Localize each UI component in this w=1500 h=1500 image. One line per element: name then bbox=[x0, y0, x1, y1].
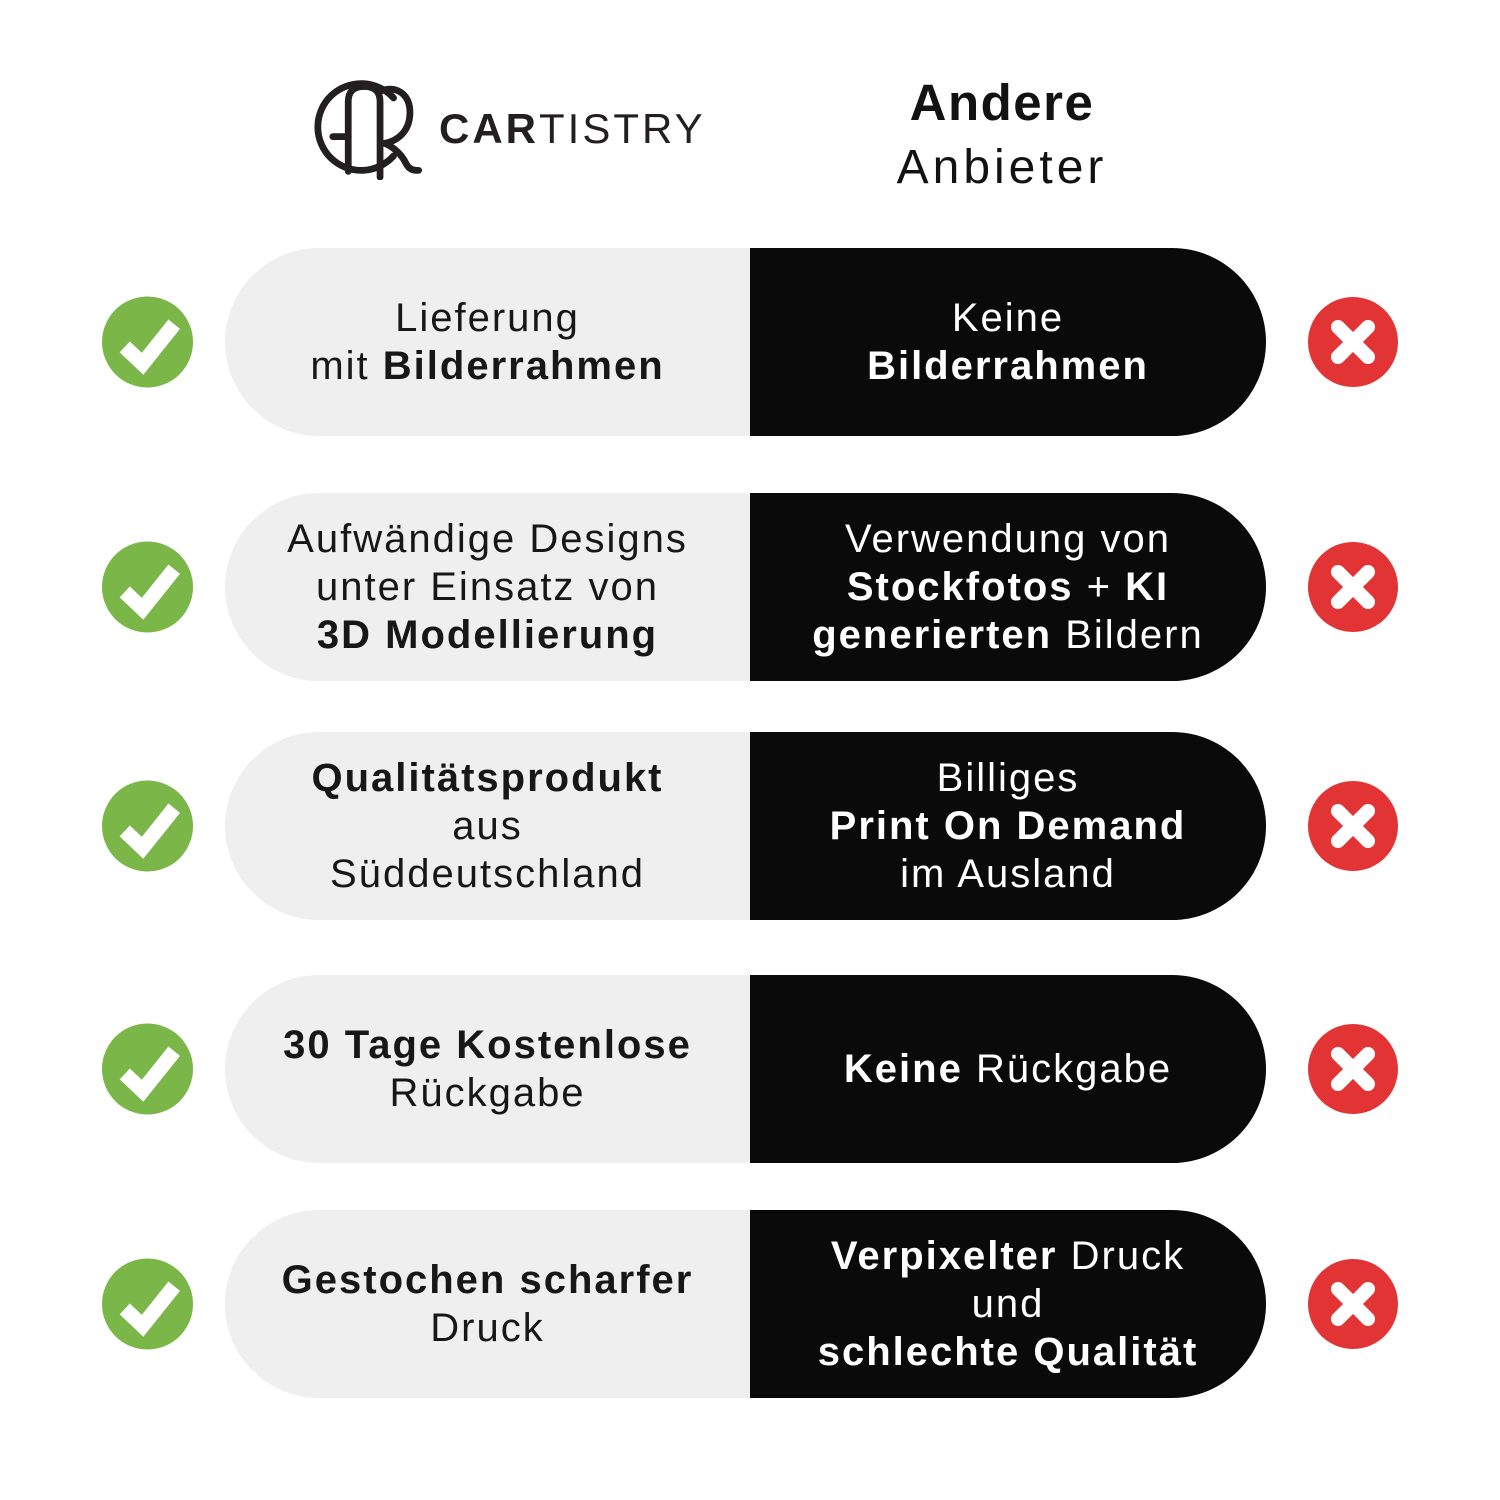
pill-text-segment: Verwendung von bbox=[844, 517, 1171, 561]
pill-text-line bbox=[812, 611, 1203, 659]
pill-text-segment: mit bbox=[310, 344, 383, 388]
pill-text-segment: + bbox=[1073, 565, 1126, 609]
pill-text-segment: Rückgabe bbox=[975, 1047, 1173, 1091]
pill-text-segment: Bilderrahmen bbox=[867, 344, 1149, 388]
pill-text-line bbox=[283, 1021, 692, 1069]
cross-icon bbox=[1308, 1259, 1398, 1349]
cartistry-feature-pill bbox=[225, 493, 750, 681]
comparison-row bbox=[0, 975, 1500, 1163]
pill-text-segment: Keine bbox=[951, 296, 1065, 340]
pill-text-line bbox=[310, 342, 664, 390]
cartistry-feature-pill bbox=[225, 1210, 750, 1398]
pill-text-segment: Keine bbox=[843, 1047, 976, 1091]
competitor-feature-pill bbox=[750, 975, 1266, 1163]
pill-text-line bbox=[900, 850, 1116, 898]
competitor-feature-pill bbox=[750, 248, 1266, 436]
pill-text-segment: und bbox=[971, 1282, 1045, 1326]
comparison-row bbox=[0, 732, 1500, 920]
pill-text-segment: Qualitätsprodukt bbox=[311, 756, 664, 800]
competitor-feature-pill bbox=[750, 732, 1266, 920]
pill-text-line bbox=[430, 1304, 544, 1352]
pill-text-line bbox=[330, 850, 645, 898]
cartistry-feature-pill bbox=[225, 975, 750, 1163]
pill-text-segment: Aufwändige Designs bbox=[287, 517, 688, 561]
competitor-title-line2: Anbieter bbox=[896, 140, 1108, 194]
pill-text-line bbox=[830, 802, 1187, 850]
pill-text-segment: Verpixelter bbox=[830, 1234, 1071, 1278]
pill-text-line bbox=[831, 1232, 1185, 1280]
pill-text-line bbox=[287, 515, 688, 563]
pill-text-segment: aus bbox=[452, 804, 523, 848]
competitor-feature-pill bbox=[750, 1210, 1266, 1398]
pill-text-line bbox=[972, 1280, 1045, 1328]
cartistry-feature-pill bbox=[225, 248, 750, 436]
pill-text-segment: Rückgabe bbox=[389, 1071, 586, 1115]
competitor-title-line1: Andere bbox=[909, 74, 1095, 131]
pill-text-segment: im Ausland bbox=[900, 852, 1116, 896]
pill-text-line bbox=[452, 802, 523, 850]
check-icon bbox=[100, 1022, 195, 1117]
pill-text-line bbox=[395, 294, 580, 342]
cross-icon bbox=[1308, 542, 1398, 632]
comparison-row bbox=[0, 248, 1500, 436]
brand-wordmark-regular: TISTRY bbox=[539, 105, 706, 152]
comparison-row bbox=[0, 1210, 1500, 1398]
pill-text-segment: Druck bbox=[1070, 1234, 1186, 1278]
cross-icon bbox=[1308, 1024, 1398, 1114]
pill-text-segment: unter Einsatz von bbox=[315, 565, 660, 609]
competitor-feature-pill bbox=[750, 493, 1266, 681]
pill-text-line bbox=[818, 1328, 1199, 1376]
cross-icon bbox=[1308, 297, 1398, 387]
pill-text-segment: Bilderrahmen bbox=[382, 344, 665, 388]
pill-text-line bbox=[317, 611, 658, 659]
pill-text-line bbox=[282, 1256, 694, 1304]
pill-text-line bbox=[847, 563, 1169, 611]
pill-text-segment: Druck bbox=[430, 1306, 545, 1350]
pill-text-segment: Bildern bbox=[1065, 613, 1204, 657]
pill-text-line bbox=[867, 342, 1149, 390]
pill-text-segment: Gestochen scharfer bbox=[281, 1258, 694, 1302]
pill-text-line bbox=[311, 754, 663, 802]
pill-text-segment: schlechte Qualität bbox=[817, 1330, 1199, 1374]
pill-text-segment: 3D Modellierung bbox=[316, 613, 659, 657]
pill-text-line bbox=[952, 294, 1064, 342]
pill-text-segment: 30 Tage Kostenlose bbox=[283, 1023, 692, 1067]
check-icon bbox=[100, 295, 195, 390]
pill-text-line bbox=[389, 1069, 585, 1117]
cartistry-feature-pill bbox=[225, 732, 750, 920]
comparison-row bbox=[0, 493, 1500, 681]
cross-icon bbox=[1308, 781, 1398, 871]
pill-text-line bbox=[316, 563, 659, 611]
pill-text-segment: generierten bbox=[812, 613, 1066, 657]
pill-text-segment: Süddeutschland bbox=[330, 852, 645, 896]
pill-text-line bbox=[844, 1045, 1172, 1093]
pill-text-segment: KI bbox=[1125, 565, 1170, 609]
pill-text-line bbox=[937, 754, 1080, 802]
brand-wordmark-bold: CAR bbox=[439, 105, 539, 152]
pill-text-line bbox=[845, 515, 1171, 563]
check-icon bbox=[100, 779, 195, 874]
pill-text-segment: Billiges bbox=[936, 756, 1080, 800]
pill-text-segment: Lieferung bbox=[395, 296, 580, 340]
check-icon bbox=[100, 540, 195, 635]
pill-text-segment: Stockfotos bbox=[846, 565, 1074, 609]
pill-text-segment: Print On Demand bbox=[829, 804, 1187, 848]
check-icon bbox=[100, 1257, 195, 1352]
